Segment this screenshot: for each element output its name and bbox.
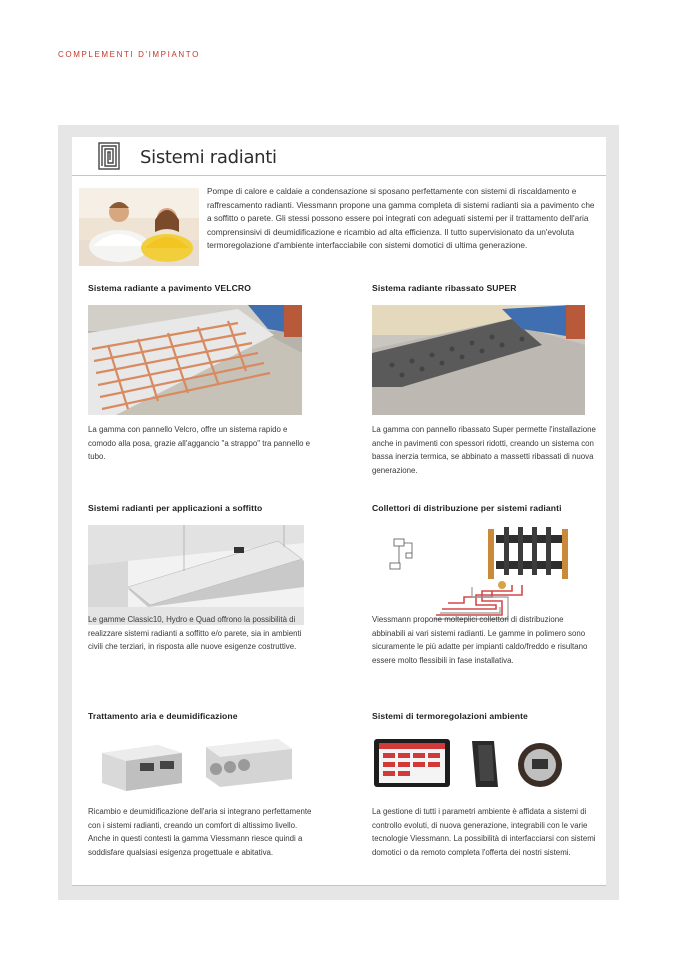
- radiant-system-logo-icon: [98, 142, 120, 170]
- bottom-divider: [72, 885, 606, 886]
- air-units-image: [88, 729, 304, 799]
- section-super: [372, 283, 602, 475]
- section-text: La gamma con pannello ribassato Super permette l'installazione anche in pavimenti con spessori ridotti, creando un sistema con bassa inerzia termica, se abbinato a massetti ribassati di nuova generazione.: [372, 425, 596, 475]
- section-title: Sistema radiante a pavimento VELCRO: [88, 283, 252, 293]
- couple-photo: [79, 188, 199, 266]
- section-manifold: [372, 503, 602, 665]
- manifold-diagram-image: [372, 525, 585, 625]
- section-text: La gestione di tutti i parametri ambiente è affidata a sistemi di controllo evoluti, di nuova generazione, integrabili con le varie tecnologie Viessmann. La possibilità di interfacciarsi con sistemi domotici o da remoto completa l'offerta dei nostri sistemi.: [372, 807, 596, 857]
- section-title: Sistemi radianti per applicazioni a soffitto: [88, 503, 263, 513]
- ceiling-panel-image: [88, 525, 304, 625]
- section-text: Ricambio e deumidificazione dell'aria si integrano perfettamente con i sistemi radianti, creando un comfort di altissimo livello. Anche in questi contesti la gamma Viessmann riesce quindi a soddisfare qualsiasi esigenza progettuale e abitativa.: [88, 807, 312, 857]
- title-divider: [72, 175, 606, 176]
- section-text: Viessmann propone molteplici collettori di distribuzione abbinabili ai vari sistemi radianti. Le gamme in polimero sono sicuramente le più adatte per impianti caldo/freddo e risultano essere molto flessibili in fase installativa.: [372, 615, 588, 665]
- thermostats-image: [372, 729, 585, 799]
- section-air-treatment: [88, 711, 318, 857]
- intro-text: Pompe di calore e caldaie a condensazione si sposano perfettamente con sistemi di riscaldamento e raffrescamento radianti. Viessmann propone una gamma completa di sistemi radianti sia a pavimento che a soffitto o parete. Gli stessi possono essere poi integrati con adeguati sistemi per il trattamento dell'aria comprensinsivi di deumidificazione e ricambio ad alta efficienza. Il tutto supervisionato da un'evoluta termoregolazione d'ambiente interfacciabile con sistemi domotici di ultima generazione.: [207, 186, 595, 251]
- section-overline: COMPLEMENTI D'IMPIANTO: [58, 50, 200, 59]
- section-title: Trattamento aria e deumidificazione: [88, 711, 238, 721]
- page-title: Sistemi radianti: [140, 147, 277, 168]
- section-text: Le gamme Classic10, Hydro e Quad offrono la possibilità di realizzare sistemi radianti a soffitto e/o parete, sia in ambienti civili che terziari, in risposta alle nuove esigenze costruttive.: [88, 615, 302, 652]
- section-title: Collettori di distribuzione per sistemi radianti: [372, 503, 562, 513]
- section-title: Sistema radiante ribassato SUPER: [372, 283, 517, 293]
- section-ceiling: [88, 503, 318, 652]
- section-text: La gamma con pannello Velcro, offre un sistema rapido e comodo alla posa, grazie all'aggancio "a strappo" tra pannello e tubo.: [88, 425, 311, 462]
- section-title: Sistemi di termoregolazioni ambiente: [372, 711, 528, 721]
- section-thermoregulation: [372, 711, 602, 857]
- velcro-floor-image: [88, 305, 302, 415]
- section-velcro: [88, 283, 318, 462]
- content-card: [72, 137, 606, 886]
- super-floor-image: [372, 305, 585, 415]
